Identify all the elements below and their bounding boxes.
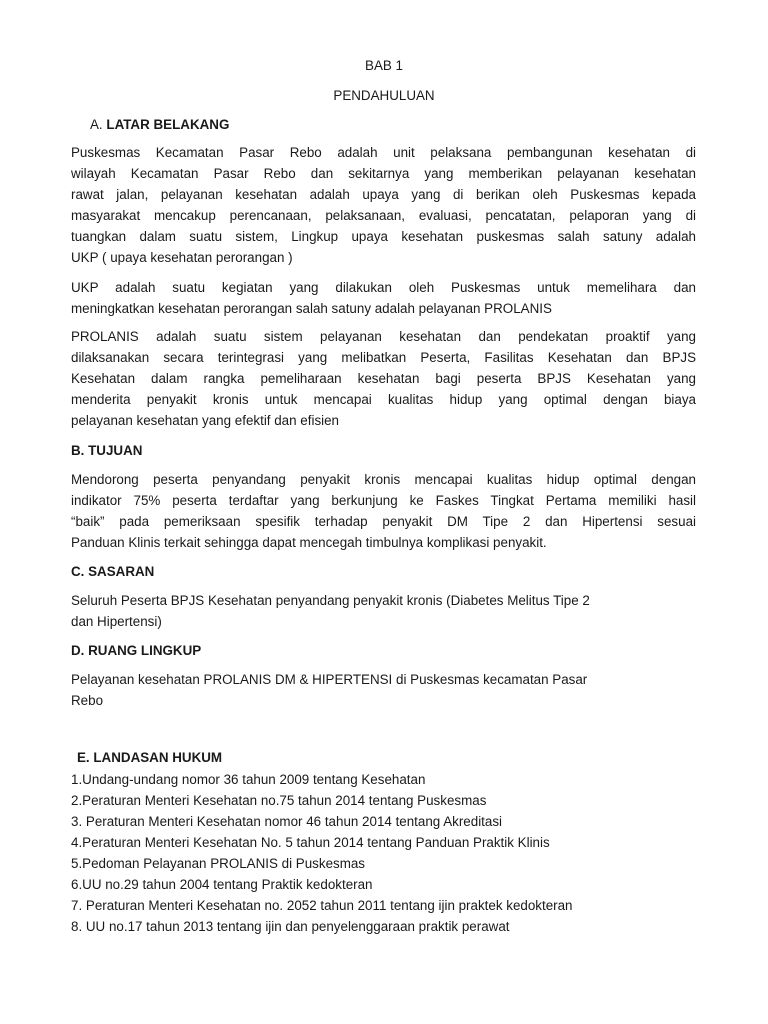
text-line: Seluruh Peserta BPJS Kesehatan penyandang penyakit kronis (Diabetes Melitus Tipe 2 bbox=[71, 593, 590, 608]
list-item: 5.Pedoman Pelayanan PROLANIS di Puskesmas bbox=[71, 856, 366, 871]
list-item: 1.Undang-undang nomor 36 tahun 2009 tentang Kesehatan bbox=[71, 772, 426, 787]
section-a-heading bbox=[90, 114, 715, 135]
paragraph-sasaran bbox=[71, 590, 696, 632]
paragraph-latar-belakang-1 bbox=[71, 142, 696, 268]
list-item: 7. Peraturan Menteri Kesehatan no. 2052 tahun 2011 tentang ijin praktek kedokteran bbox=[71, 898, 573, 913]
text-line: rawat jalan, pelayanan kesehatan adalah upaya yang di berikan oleh Puskesmas kepada bbox=[71, 187, 696, 202]
section-a-title: LATAR BELAKANG bbox=[106, 117, 230, 132]
text-line: menderita penyakit kronis untuk mencapai kualitas hidup yang optimal dengan biaya bbox=[71, 392, 696, 407]
section-a-letter: A. bbox=[90, 117, 103, 132]
paragraph-tujuan bbox=[71, 469, 696, 553]
text-line: dilaksanakan secara terintegrasi yang melibatkan Peserta, Fasilitas Kesehatan dan BPJS bbox=[71, 350, 696, 365]
section-d-heading: D. RUANG LINGKUP bbox=[71, 643, 202, 658]
text-line: PROLANIS adalah suatu sistem pelayanan kesehatan dan pendekatan proaktif yang bbox=[71, 329, 696, 344]
paragraph-latar-belakang-3 bbox=[71, 326, 696, 431]
paragraph-latar-belakang-2 bbox=[71, 277, 696, 319]
section-c-heading: C. SASARAN bbox=[71, 564, 155, 579]
section-b-heading: B. TUJUAN bbox=[71, 443, 143, 458]
chapter-title: PENDAHULUAN bbox=[333, 88, 435, 103]
list-item: 2.Peraturan Menteri Kesehatan no.75 tahun 2014 tentang Puskesmas bbox=[71, 793, 487, 808]
text-line: wilayah Kecamatan Pasar Rebo dan sekitarnya yang memberikan pelayanan kesehatan bbox=[71, 166, 696, 181]
text-line: Puskesmas Kecamatan Pasar Rebo adalah unit pelaksana pembangunan kesehatan di bbox=[71, 145, 696, 160]
text-line: meningkatkan kesehatan perorangan salah satuny adalah pelayanan PROLANIS bbox=[71, 301, 552, 316]
text-line: UKP adalah suatu kegiatan yang dilakukan oleh Puskesmas untuk memelihara dan bbox=[71, 280, 696, 295]
text-line: Panduan Klinis terkait sehingga dapat mencegah timbulnya komplikasi penyakit. bbox=[71, 535, 547, 550]
text-line: “baik” pada pemeriksaan spesifik terhadap penyakit DM Tipe 2 dan Hipertensi sesuai bbox=[71, 514, 696, 529]
text-line: UKP ( upaya kesehatan perorangan ) bbox=[71, 250, 293, 265]
chapter-number: BAB 1 bbox=[365, 58, 403, 73]
text-line: Pelayanan kesehatan PROLANIS DM & HIPERTENSI di Puskesmas kecamatan Pasar bbox=[71, 672, 588, 687]
list-item: 4.Peraturan Menteri Kesehatan No. 5 tahun 2014 tentang Panduan Praktik Klinis bbox=[71, 835, 550, 850]
text-line: dan Hipertensi) bbox=[71, 614, 162, 629]
text-line: tuangkan dalam suatu sistem, Lingkup upaya kesehatan puskesmas salah satuny adalah bbox=[71, 229, 696, 244]
text-line: pelayanan kesehatan yang efektif dan efisien bbox=[71, 413, 340, 428]
legal-basis-list bbox=[71, 769, 696, 937]
paragraph-ruang-lingkup bbox=[71, 669, 696, 711]
list-item: 3. Peraturan Menteri Kesehatan nomor 46 tahun 2014 tentang Akreditasi bbox=[71, 814, 503, 829]
text-line: Mendorong peserta penyandang penyakit kronis mencapai kualitas hidup optimal dengan bbox=[71, 472, 696, 487]
list-item: 8. UU no.17 tahun 2013 tentang ijin dan penyelenggaraan praktik perawat bbox=[71, 919, 510, 934]
text-line: masyarakat mencakup perencanaan, pelaksanaan, evaluasi, pencatatan, pelaporan yang di bbox=[71, 208, 696, 223]
text-line: Kesehatan dalam rangka pemeliharaan kesehatan bagi peserta BPJS Kesehatan yang bbox=[71, 371, 696, 386]
text-line: indikator 75% peserta terdaftar yang berkunjung ke Faskes Tingkat Pertama memiliki hasil bbox=[71, 493, 696, 508]
section-e-heading: E. LANDASAN HUKUM bbox=[77, 750, 223, 765]
text-line: Rebo bbox=[71, 693, 104, 708]
list-item: 6.UU no.29 tahun 2004 tentang Praktik kedokteran bbox=[71, 877, 373, 892]
